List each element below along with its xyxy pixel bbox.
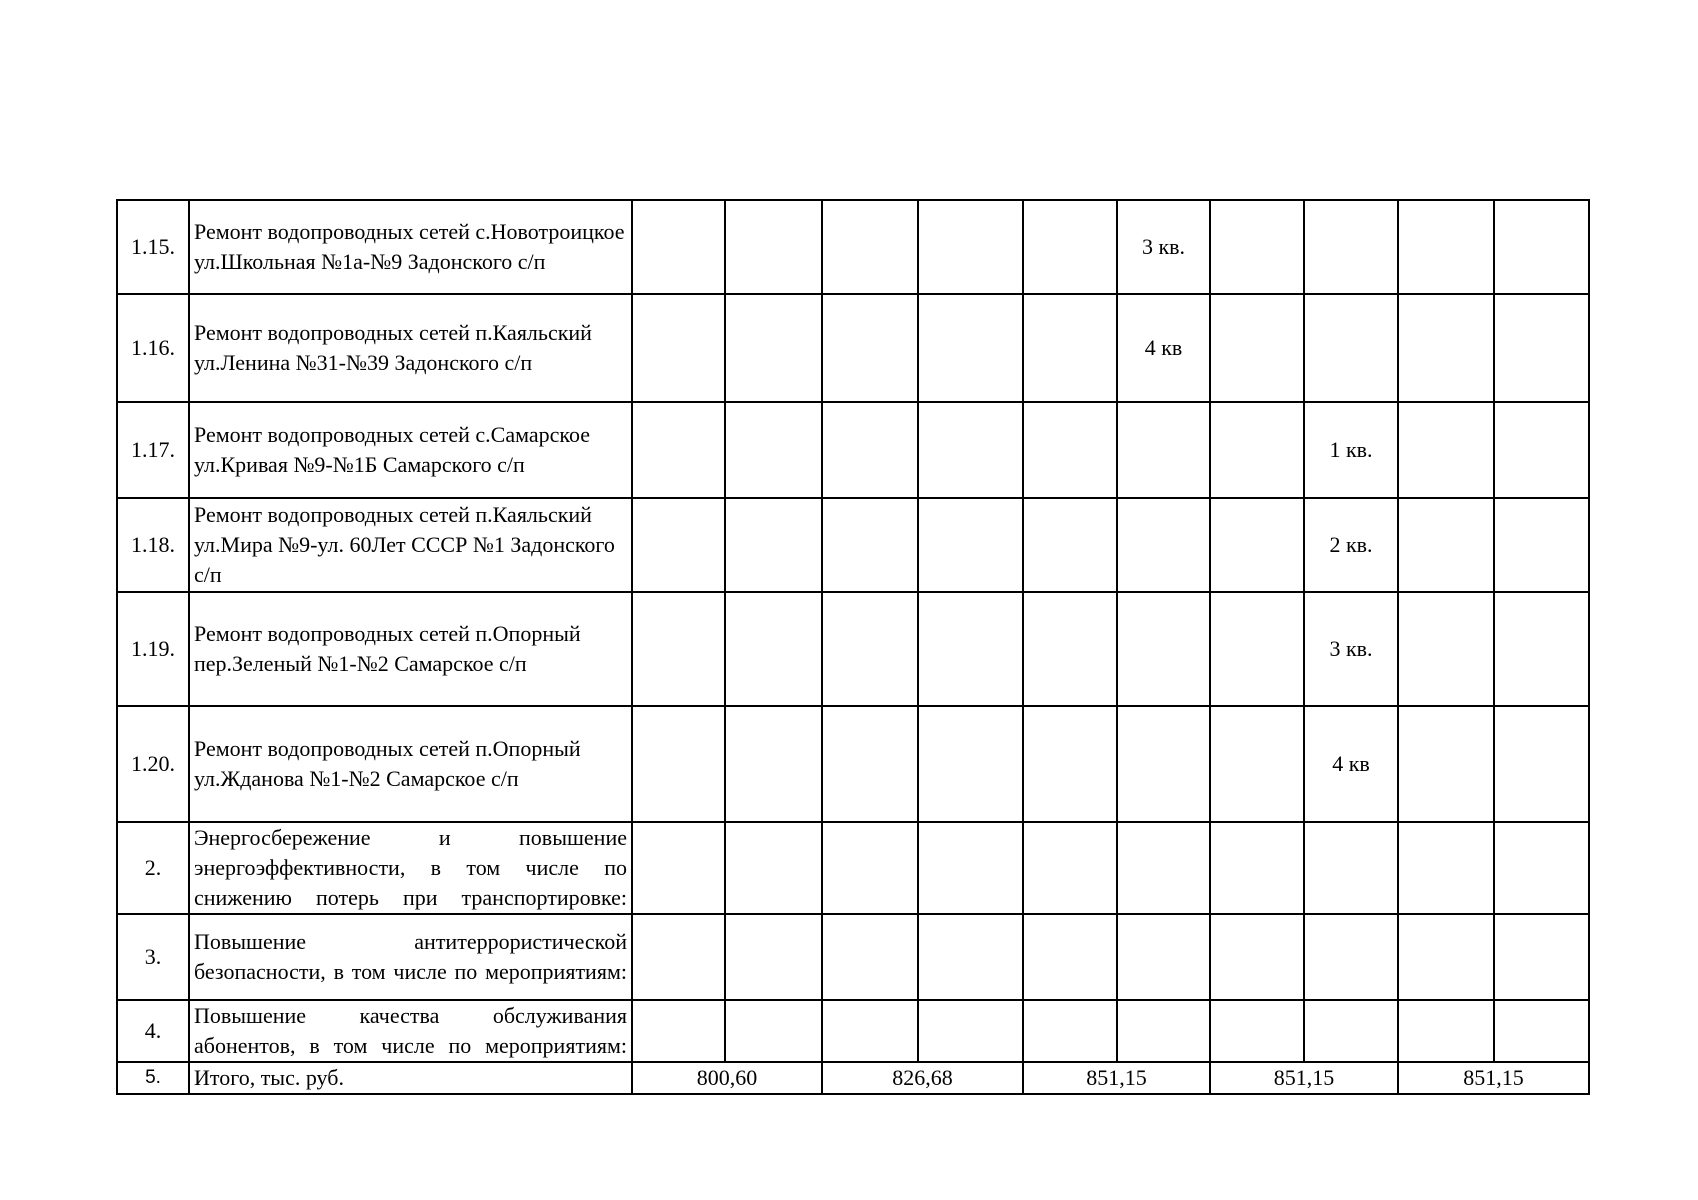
empty-cell (1304, 822, 1398, 914)
empty-cell (1304, 200, 1398, 294)
row-number: 1.16. (117, 294, 189, 402)
empty-cell (1494, 294, 1589, 402)
empty-cell (918, 294, 1023, 402)
total-value: 826,68 (822, 1062, 1023, 1094)
empty-cell (918, 706, 1023, 822)
empty-cell (1023, 498, 1117, 592)
empty-cell (1117, 592, 1210, 706)
section-description: Повышение антитеррористической безопасности, в том числе по мероприятиям: (189, 914, 632, 1000)
section-row (117, 1000, 1589, 1062)
empty-cell (1210, 294, 1304, 402)
empty-cell (1494, 1000, 1589, 1062)
empty-cell (1398, 200, 1494, 294)
row-number: 1.19. (117, 592, 189, 706)
table-row (117, 402, 1589, 498)
empty-cell (822, 822, 918, 914)
empty-cell (632, 592, 725, 706)
empty-cell (1023, 822, 1117, 914)
empty-cell (1210, 592, 1304, 706)
empty-cell (918, 822, 1023, 914)
empty-cell (1398, 822, 1494, 914)
empty-cell (1117, 914, 1210, 1000)
row-number: 5. (117, 1062, 189, 1094)
quarter-mark: 2 кв. (1304, 498, 1398, 592)
empty-cell (725, 706, 822, 822)
empty-cell (1117, 498, 1210, 592)
empty-cell (632, 914, 725, 1000)
empty-cell (1023, 1000, 1117, 1062)
empty-cell (918, 592, 1023, 706)
empty-cell (1023, 592, 1117, 706)
empty-cell (918, 200, 1023, 294)
table-row (117, 706, 1589, 822)
empty-cell (822, 200, 918, 294)
total-value: 851,15 (1210, 1062, 1398, 1094)
work-description: Ремонт водопроводных сетей п.Каяльский ул.Мира №9-ул. 60Лет СССР №1 Задонского с/п (189, 498, 632, 592)
empty-cell (632, 402, 725, 498)
empty-cell (632, 294, 725, 402)
empty-cell (1398, 914, 1494, 1000)
quarter-mark: 1 кв. (1304, 402, 1398, 498)
row-number: 2. (117, 822, 189, 914)
empty-cell (1023, 914, 1117, 1000)
empty-cell (725, 1000, 822, 1062)
empty-cell (822, 498, 918, 592)
work-description: Ремонт водопроводных сетей п.Каяльский ул.Ленина №31-№39 Задонского с/п (189, 294, 632, 402)
total-value: 851,15 (1398, 1062, 1589, 1094)
empty-cell (1494, 200, 1589, 294)
empty-cell (918, 402, 1023, 498)
empty-cell (632, 200, 725, 294)
empty-cell (1117, 822, 1210, 914)
empty-cell (1398, 706, 1494, 822)
empty-cell (1210, 1000, 1304, 1062)
empty-cell (725, 822, 822, 914)
empty-cell (1494, 402, 1589, 498)
empty-cell (632, 498, 725, 592)
empty-cell (918, 498, 1023, 592)
work-description: Ремонт водопроводных сетей п.Опорный ул.Жданова №1-№2 Самарское с/п (189, 706, 632, 822)
section-row (117, 914, 1589, 1000)
section-description: Энергосбережение и повышение энергоэффективности, в том числе по снижению потерь при транспортировке: (189, 822, 632, 914)
empty-cell (632, 822, 725, 914)
quarter-mark: 4 кв (1117, 294, 1210, 402)
table-row (117, 498, 1589, 592)
empty-cell (1210, 914, 1304, 1000)
section-description: Повышение качества обслуживания абонентов, в том числе по мероприятиям: (189, 1000, 632, 1062)
empty-cell (1304, 1000, 1398, 1062)
empty-cell (1210, 498, 1304, 592)
work-description: Ремонт водопроводных сетей с.Новотроицкое ул.Школьная №1а-№9 Задонского с/п (189, 200, 632, 294)
total-row (117, 1062, 1589, 1094)
empty-cell (1023, 706, 1117, 822)
row-number: 1.17. (117, 402, 189, 498)
empty-cell (632, 1000, 725, 1062)
empty-cell (725, 914, 822, 1000)
empty-cell (1494, 914, 1589, 1000)
quarter-mark: 3 кв. (1117, 200, 1210, 294)
empty-cell (725, 498, 822, 592)
work-description: Ремонт водопроводных сетей с.Самарское ул.Кривая №9-№1Б Самарского с/п (189, 402, 632, 498)
empty-cell (725, 592, 822, 706)
empty-cell (1398, 402, 1494, 498)
quarter-mark: 3 кв. (1304, 592, 1398, 706)
empty-cell (822, 706, 918, 822)
empty-cell (1494, 592, 1589, 706)
empty-cell (1398, 294, 1494, 402)
empty-cell (918, 914, 1023, 1000)
works-schedule-table (116, 199, 1590, 1095)
empty-cell (822, 402, 918, 498)
table-row (117, 200, 1589, 294)
row-number: 1.18. (117, 498, 189, 592)
empty-cell (918, 1000, 1023, 1062)
empty-cell (822, 1000, 918, 1062)
empty-cell (1117, 402, 1210, 498)
empty-cell (1210, 706, 1304, 822)
empty-cell (1398, 592, 1494, 706)
empty-cell (822, 914, 918, 1000)
row-number: 3. (117, 914, 189, 1000)
empty-cell (1398, 498, 1494, 592)
work-description: Ремонт водопроводных сетей п.Опорный пер.Зеленый №1-№2 Самарское с/п (189, 592, 632, 706)
total-value: 851,15 (1023, 1062, 1210, 1094)
empty-cell (1117, 706, 1210, 822)
table-row (117, 592, 1589, 706)
empty-cell (1494, 498, 1589, 592)
empty-cell (1117, 1000, 1210, 1062)
section-row (117, 822, 1589, 914)
empty-cell (1210, 402, 1304, 498)
empty-cell (725, 402, 822, 498)
total-label: Итого, тыс. руб. (189, 1062, 632, 1094)
quarter-mark: 4 кв (1304, 706, 1398, 822)
empty-cell (632, 706, 725, 822)
empty-cell (1210, 822, 1304, 914)
empty-cell (1023, 294, 1117, 402)
empty-cell (1023, 402, 1117, 498)
total-value: 800,60 (632, 1062, 822, 1094)
empty-cell (1494, 822, 1589, 914)
table-row (117, 294, 1589, 402)
empty-cell (1304, 914, 1398, 1000)
empty-cell (1023, 200, 1117, 294)
row-number: 4. (117, 1000, 189, 1062)
row-number: 1.20. (117, 706, 189, 822)
empty-cell (1304, 294, 1398, 402)
row-number: 1.15. (117, 200, 189, 294)
empty-cell (822, 592, 918, 706)
empty-cell (725, 200, 822, 294)
empty-cell (1494, 706, 1589, 822)
empty-cell (1210, 200, 1304, 294)
empty-cell (822, 294, 918, 402)
empty-cell (725, 294, 822, 402)
empty-cell (1398, 1000, 1494, 1062)
